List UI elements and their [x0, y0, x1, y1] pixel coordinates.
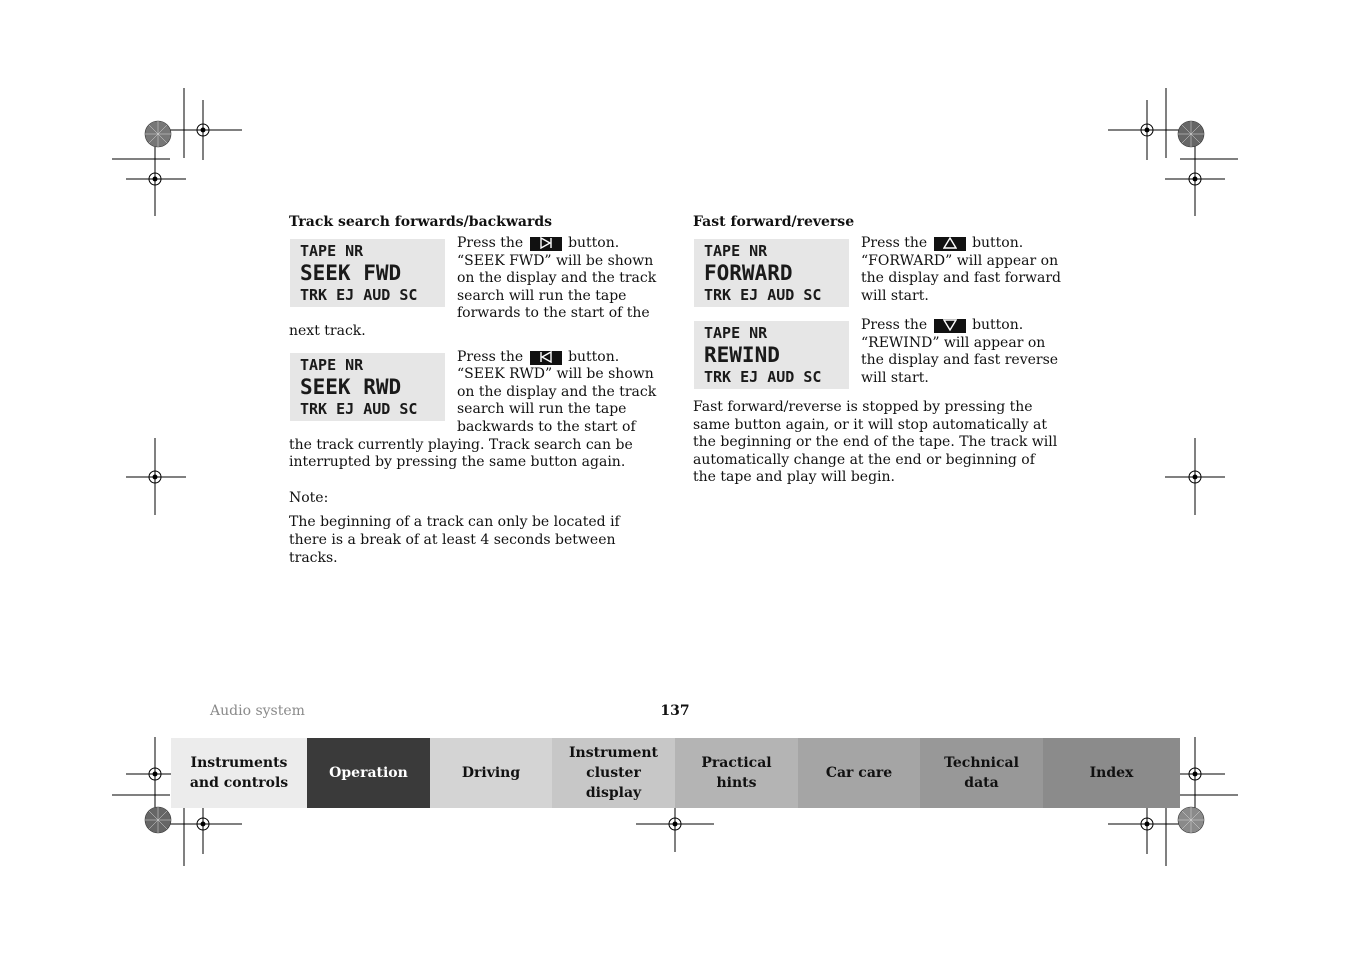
tab-instruments-and-controls[interactable]: Instruments and controls: [171, 738, 307, 808]
rewind-item: [693, 317, 1061, 391]
press-label: Press the: [457, 348, 524, 365]
triangle-up-icon: [934, 237, 966, 251]
display-line-3: TRK EJ AUD SC: [704, 368, 822, 386]
button-word: button.: [972, 235, 1024, 251]
description: “SEEK RWD” will be shown on the display and the track search will run the tape backwards to the start of the track currently playing. Track search can be interrupted by pressing the same button again.: [289, 366, 657, 471]
button-word: button.: [568, 235, 620, 251]
radio-display: [694, 321, 849, 389]
display-line-3: TRK EJ AUD SC: [300, 286, 418, 304]
seek-fwd-item: [289, 235, 657, 341]
fast-forward-section: [693, 213, 1061, 487]
play-forward-icon: [530, 237, 562, 251]
note-text: The beginning of a track can only be located if there is a break of at least 4 seconds between tracks.: [289, 514, 620, 566]
note-label: Note:: [289, 489, 329, 506]
page-number: 137: [660, 703, 690, 719]
skip-back-icon: [530, 351, 562, 365]
tab-driving[interactable]: Driving: [430, 738, 552, 808]
tab-practical-hints[interactable]: Practical hints: [675, 738, 798, 808]
description: “REWIND” will appear on the display and fast reverse will start.: [861, 334, 1059, 386]
radio-display: [694, 239, 849, 307]
display-line-1: TAPE NR: [704, 324, 768, 342]
display-line-3: TRK EJ AUD SC: [300, 399, 418, 418]
press-label: Press the: [457, 235, 524, 251]
description: “SEEK FWD” will be shown on the display and the track search will run the tape forwards to the start of the next track.: [289, 252, 657, 339]
chapter-tab-bar: [171, 738, 1180, 808]
display-line-2: SEEK FWD: [300, 261, 402, 285]
press-label: Press the: [861, 235, 928, 251]
button-word: button.: [972, 317, 1024, 333]
display-line-3: TRK EJ AUD SC: [704, 286, 822, 304]
display-line-2: FORWARD: [704, 261, 793, 285]
section-heading: Fast forward/reverse: [693, 214, 855, 230]
fast-forward-paragraph: Fast forward/reverse is stopped by pressing the same button again, or it will stop automatically at the beginning or the end of the tape. The track will automatically change at the end or beginning of the tape and play will begin.: [693, 399, 1058, 486]
tab-technical-data[interactable]: Technical data: [920, 738, 1043, 808]
button-word: button.: [568, 348, 620, 365]
section-heading: Track search forwards/backwards: [289, 214, 553, 230]
tab-car-care[interactable]: Car care: [798, 738, 920, 808]
tab-operation[interactable]: Operation: [307, 738, 430, 808]
press-label: Press the: [861, 317, 928, 333]
display-line-2: SEEK RWD: [300, 374, 402, 399]
radio-display: [290, 239, 445, 307]
description: “FORWARD” will appear on the display and fast forward will start.: [861, 252, 1061, 304]
section-title: Audio system: [210, 703, 305, 719]
seek-rwd-item: [289, 349, 657, 472]
display-line-1: TAPE NR: [300, 355, 364, 374]
display-line-2: REWIND: [704, 343, 780, 367]
tab-index[interactable]: Index: [1043, 738, 1180, 808]
track-search-section: [289, 213, 657, 567]
display-line-1: TAPE NR: [300, 242, 364, 260]
forward-item: [693, 235, 1061, 309]
tab-instrument-cluster-display[interactable]: Instrument cluster display: [552, 738, 675, 808]
triangle-down-icon: [934, 319, 966, 333]
display-line-1: TAPE NR: [704, 242, 768, 260]
radio-display: [290, 353, 445, 421]
